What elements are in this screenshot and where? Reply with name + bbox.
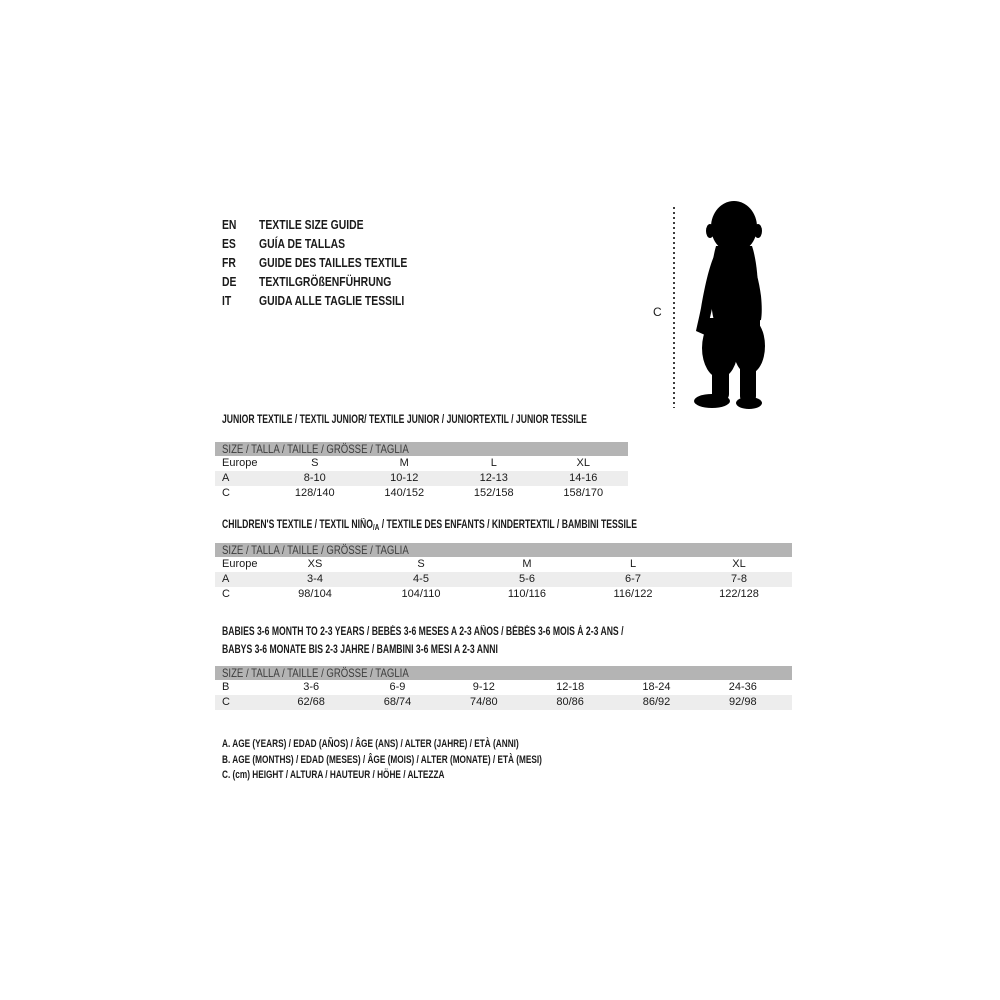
language-row xyxy=(222,234,444,253)
table-cell: 12-13 xyxy=(479,472,508,484)
table-cell: S xyxy=(311,457,319,469)
table-cell: 62/68 xyxy=(297,696,325,708)
table-cell: 14-16 xyxy=(569,472,598,484)
table-cell: XS xyxy=(307,558,323,570)
table-cell: 158/170 xyxy=(563,487,604,499)
language-code: IT xyxy=(222,293,232,308)
language-label: GUIDE DES TAILLES TEXTILE xyxy=(259,255,408,270)
table-cell: L xyxy=(629,558,637,570)
footnote-b: B. AGE (MONTHS) / EDAD (MESES) / ÂGE (MOIS) / ALTER (MONATE) / ETÀ (MESI) xyxy=(222,753,542,766)
row-label: A xyxy=(222,573,230,585)
height-marker-label: C xyxy=(653,305,662,319)
size-header-bar: SIZE / TALLA / TAILLE / GRÖSSE / TAGLIA xyxy=(215,442,628,456)
footnote-c: C. (cm) HEIGHT / ALTURA / HAUTEUR / HÖHE / ALTEZZA xyxy=(222,769,445,781)
table-row xyxy=(215,587,792,602)
row-label: Europe xyxy=(222,558,258,570)
junior-size-table xyxy=(215,442,628,501)
table-row xyxy=(215,695,792,710)
table-cell: 80/86 xyxy=(556,696,584,708)
table-row xyxy=(215,680,792,695)
footnotes xyxy=(222,737,649,784)
table-row xyxy=(215,557,792,572)
table-cell: 104/110 xyxy=(401,588,441,600)
language-label: TEXTILE SIZE GUIDE xyxy=(259,217,364,232)
table-row xyxy=(215,471,628,486)
language-code: EN xyxy=(222,217,237,232)
language-row xyxy=(222,291,444,310)
table-cell: 9-12 xyxy=(472,681,495,693)
row-label: A xyxy=(222,472,230,484)
babies-section-title: BABIES 3-6 MONTH TO 2-3 YEARS / BEBÉS 3-6 MESES A 2-3 AÑOS / BÉBÉS 3-6 MOIS À 2-3 ANS / BABYS 3-6 MONATE BIS 2-3 JAHRE / BAMBINI 3-6 MESI A 2-3 ANNI xyxy=(222,626,624,656)
height-dotted-line xyxy=(673,207,675,408)
table-cell: 18-24 xyxy=(642,681,671,693)
table-cell: 68/74 xyxy=(383,696,412,708)
language-label: GUIDA ALLE TAGLIE TESSILI xyxy=(259,293,405,308)
language-code: FR xyxy=(222,255,236,270)
table-cell: S xyxy=(417,558,425,570)
row-label: C xyxy=(222,588,230,600)
table-cell: 24-36 xyxy=(728,681,757,693)
row-label: C xyxy=(222,696,230,708)
table-row xyxy=(215,456,628,471)
table-cell: 92/98 xyxy=(729,696,757,708)
table-cell: 122/128 xyxy=(719,588,759,600)
children-section-title: CHILDREN'S TEXTILE / TEXTIL $NIÑO_{/A}$ / TEXTILE DES ENFANTS / KINDERTEXTIL / BAMBINI TESSILE xyxy=(222,519,637,532)
children-size-table xyxy=(215,543,792,602)
table-cell: 98/104 xyxy=(298,588,332,600)
table-cell: 8-10 xyxy=(303,472,326,484)
table-cell: 110/116 xyxy=(507,588,547,600)
table-cell: 3-6 xyxy=(303,681,320,693)
table-cell: 128/140 xyxy=(294,487,335,499)
table-cell: 7-8 xyxy=(731,573,747,585)
table-cell: 5-6 xyxy=(519,573,535,585)
row-label: Europe xyxy=(222,457,258,469)
table-cell: M xyxy=(399,457,409,469)
language-row xyxy=(222,253,444,272)
table-cell: 3-4 xyxy=(307,573,323,585)
language-row xyxy=(222,215,444,234)
babies-size-table xyxy=(215,666,792,710)
junior-section-title: JUNIOR TEXTILE / TEXTIL JUNIOR/ TEXTILE JUNIOR / JUNIORTEXTIL / JUNIOR TESSILE xyxy=(222,414,587,426)
table-cell: 6-7 xyxy=(625,573,641,585)
language-list xyxy=(222,215,444,310)
language-label: GUÍA DE TALLAS xyxy=(259,236,346,251)
table-cell: 6-9 xyxy=(389,681,406,693)
row-label: C xyxy=(222,487,230,499)
table-row xyxy=(215,486,628,501)
table-cell: 4-5 xyxy=(413,573,429,585)
table-row xyxy=(215,572,792,587)
table-cell: M xyxy=(522,558,532,570)
table-cell: L xyxy=(490,457,497,469)
size-header-bar: SIZE / TALLA / TAILLE / GRÖSSE / TAGLIA xyxy=(215,666,792,680)
table-cell: XL xyxy=(732,558,746,570)
footnote-a: A. AGE (YEARS) / EDAD (AÑOS) / ÂGE (ANS) / ALTER (JAHRE) / ETÀ (ANNI) xyxy=(222,738,519,750)
table-cell: 116/122 xyxy=(613,588,653,600)
toddler-silhouette-icon xyxy=(690,200,778,410)
language-code: ES xyxy=(222,236,236,251)
size-header-bar: SIZE / TALLA / TAILLE / GRÖSSE / TAGLIA xyxy=(215,543,792,557)
title-subscript: /A xyxy=(372,522,380,532)
table-cell: 140/152 xyxy=(384,487,425,499)
row-label: B xyxy=(222,681,230,693)
language-code: DE xyxy=(222,274,237,289)
table-cell: 86/92 xyxy=(642,696,671,708)
language-label: TEXTILGRÖßENFÜHRUNG xyxy=(259,274,392,289)
table-cell: 10-12 xyxy=(390,472,419,484)
table-cell: XL xyxy=(576,457,590,469)
table-cell: 152/158 xyxy=(473,487,514,499)
table-cell: 74/80 xyxy=(470,696,498,708)
table-cell: 12-18 xyxy=(556,681,585,693)
language-row xyxy=(222,272,444,291)
